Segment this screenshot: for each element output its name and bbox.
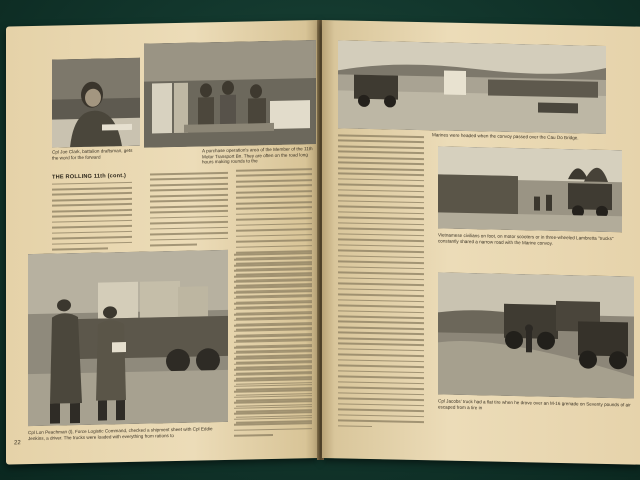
article-headline: THE ROLLING 11th (cont.) bbox=[52, 173, 127, 181]
photo-village-road bbox=[438, 146, 622, 232]
right-page bbox=[322, 20, 640, 465]
left-page bbox=[6, 20, 318, 465]
article-column-1 bbox=[52, 174, 132, 254]
caption-convoy-bridge: Marines were headed when the convoy passed over the Cau Do Bridge. bbox=[432, 132, 579, 141]
photo-office bbox=[144, 40, 316, 148]
photo-convoy-bridge bbox=[338, 40, 606, 134]
photo-marines-truck bbox=[28, 250, 228, 426]
photo-flat-tire bbox=[438, 272, 634, 398]
article-column-4 bbox=[234, 250, 312, 440]
caption-draftsman: Cpl Joe Clark, battalion draftsman, gets the word for the forward bbox=[52, 147, 133, 161]
right-article-column-1 bbox=[338, 132, 424, 432]
photo-draftsman bbox=[52, 58, 140, 148]
article-text-lines bbox=[52, 181, 132, 250]
caption-flat-tire: Cpl Jacobs' truck had a flat tire when he drove over an M-16 grenade on Seventy pounds of air escaped from a tire in bbox=[438, 398, 631, 410]
caption-village-road: Vietnamese civilians on foot, on motor scooters or in three-wheeled Lambretta "trucks" constantly shared a narrow road with the Marine convoy. bbox=[438, 232, 614, 246]
open-magazine bbox=[6, 20, 636, 460]
caption-office: A purchase operation's area of the Member of the 11th Motor Transport Bn. They are often on the road long hours making rounds to the bbox=[202, 146, 313, 165]
article-column-2 bbox=[150, 170, 228, 250]
page-number-left: 22 bbox=[14, 440, 21, 447]
caption-marines-truck: Cpl Lon Peachman (l), Force Logistic Command, checked a shipment sheet with Cpl Eddie Jenkins, a driver. The trucks were loaded with everything from rations to bbox=[28, 426, 213, 441]
